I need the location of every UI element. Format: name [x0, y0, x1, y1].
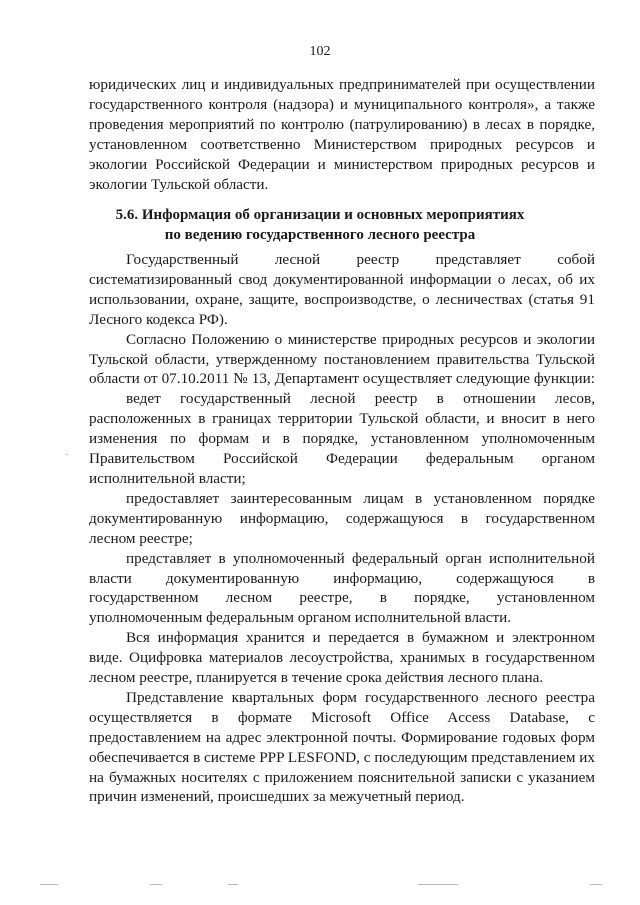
intro-paragraph: [89, 75, 595, 194]
text-line: Вся информация хранится и передается в бумажном и электронном: [126, 629, 595, 647]
scan-artifact: [228, 884, 238, 885]
text-line: изменения по формам и в порядке, установленном уполномоченным: [89, 430, 595, 448]
text-line: Тульской области, утвержденному постановлением правительства Тульской: [89, 350, 595, 368]
text-line: области от 07.10.2011 № 13, Департамент осуществляет следующие функции:: [89, 370, 595, 388]
text-line: предоставляет заинтересованным лицам в установленном порядке: [126, 489, 595, 507]
text-line: использовании, охране, защите, воспроизводстве, о лесничествах (статья 91: [89, 290, 595, 308]
text-line: Государственный лесной реестр представляет собой: [126, 251, 595, 268]
text-line: предоставлением на адрес электронной почты. Формирование годовых форм: [89, 728, 595, 746]
text-line: проведения мероприятий по контролю (патрулированию) в лесах в порядке,: [89, 115, 595, 133]
text-line: установленном соответственно Министерством природных ресурсов и: [89, 135, 595, 153]
page-number: 102: [309, 44, 331, 59]
text-line: экологии Российской Федерации и министерством природных ресурсов и: [89, 155, 595, 173]
text-line: причин изменений, происшедших за межучетный период.: [89, 788, 465, 806]
text-line: уполномоченным федеральным органом исполнительной власти.: [89, 609, 512, 627]
text-line: государственном лесном реестре, в порядке, установленном: [89, 589, 595, 607]
text-line: представляет в уполномоченный федеральный орган исполнительной: [126, 549, 595, 567]
text-line: власти документированную информацию, содержащуюся в: [89, 569, 595, 587]
text-line: Согласно Положению о министерстве природных ресурсов и экологии: [126, 330, 595, 348]
text-line: юридических лиц и индивидуальных предпринимателей при осуществлении: [89, 76, 595, 93]
text-line: экологии Тульской области.: [89, 175, 269, 193]
text-line: Лесного кодекса РФ).: [89, 310, 228, 328]
scan-artifact: [40, 884, 58, 885]
text-line: расположенных в границах территории Тульской области, и вносит в него: [89, 410, 595, 428]
text-line: обеспечивается в системе PPP LESFOND, с последующим представлением их: [89, 748, 595, 766]
scan-artifact: [150, 884, 162, 885]
text-line: лесном реестре;: [89, 529, 193, 547]
text-line: виде. Оцифровка материалов лесоустройства, хранимых в государственном: [89, 649, 595, 667]
scan-speck: [66, 454, 68, 455]
text-line: исполнительной власти;: [89, 469, 246, 487]
text-line: систематизированный свод документированной информации о лесах, об их: [89, 270, 595, 288]
text-line: документированную информацию, содержащуюся в государственном: [89, 509, 595, 527]
scan-artifact: [418, 884, 458, 885]
text-line: на бумажных носителях с приложением пояснительной записки с указанием: [89, 768, 595, 786]
text-line: Представление квартальных форм государственного лесного реестра: [126, 688, 595, 706]
heading-line: 5.6. Информация об организации и основных мероприятиях: [115, 207, 525, 223]
body-text: [89, 250, 595, 807]
text-line: Правительством Российской Федерации федеральным органом: [89, 450, 595, 468]
text-line: осуществляется в формате Microsoft Office Access Database, с: [89, 708, 595, 726]
section-heading: [0, 206, 640, 245]
scan-artifact: [590, 884, 602, 885]
text-line: ведет государственный лесной реестр в отношении лесов,: [126, 390, 595, 408]
text-line: государственного контроля (надзора) и муниципального контроля», а также: [89, 95, 595, 113]
text-line: лесном реестре, планируется в течение срока действия лесного плана.: [89, 669, 544, 687]
heading-line: по ведению государственного лесного реестра: [164, 226, 476, 243]
